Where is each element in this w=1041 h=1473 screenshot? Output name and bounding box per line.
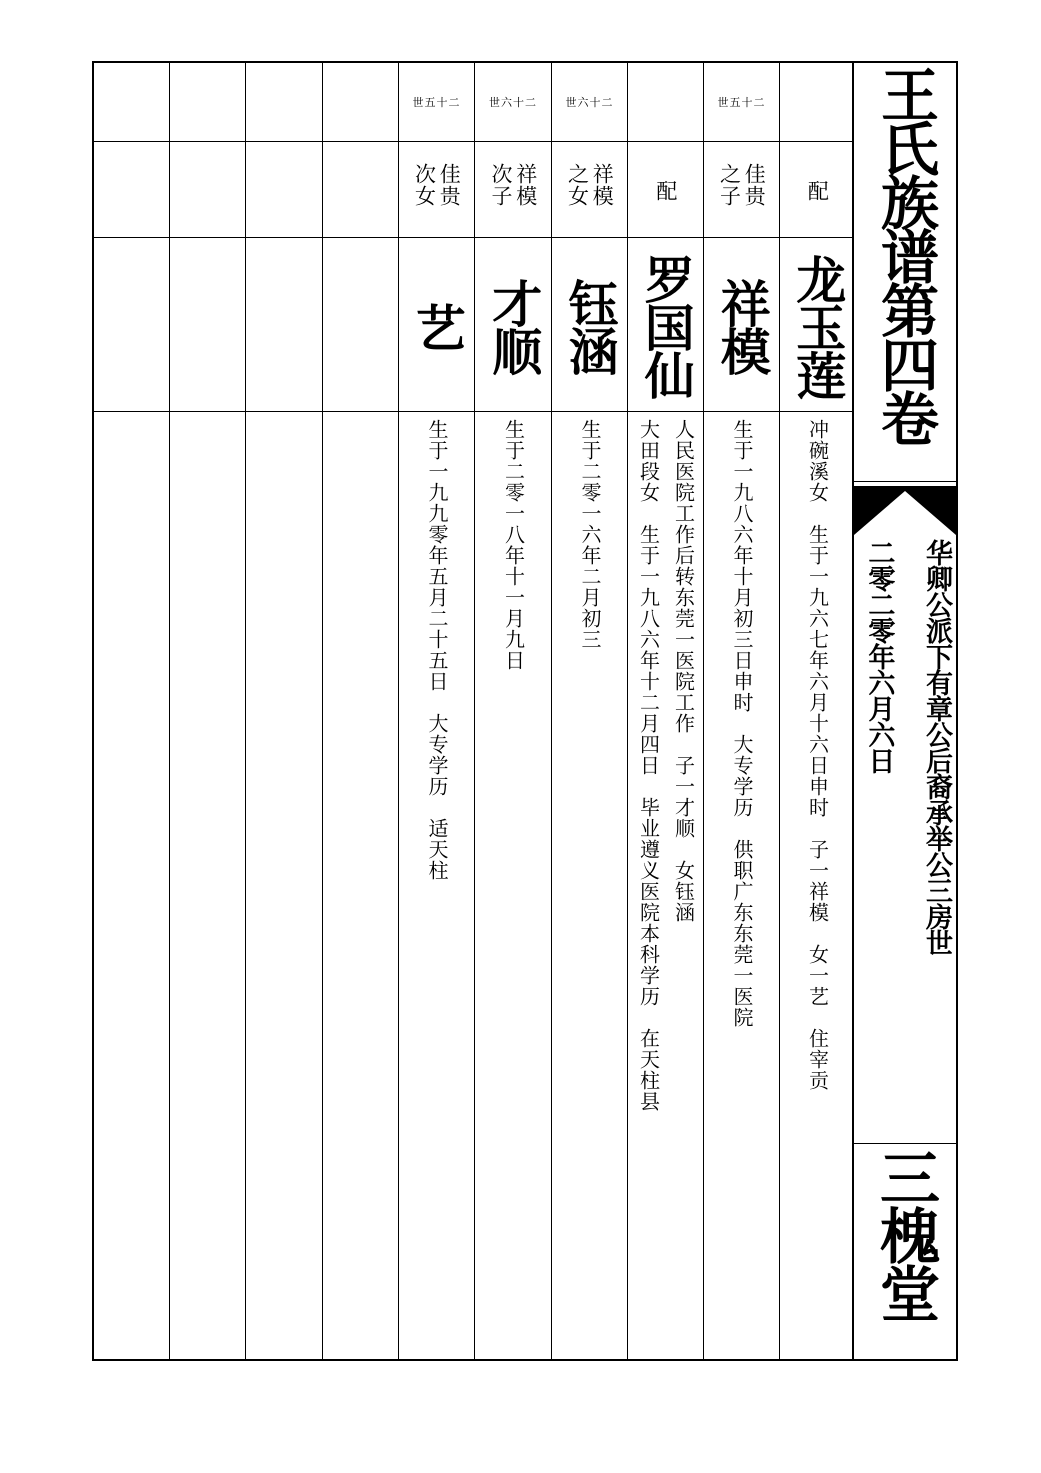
generation-cell [552, 63, 627, 141]
relation-label: 配 [653, 179, 678, 202]
bio-cell [475, 419, 551, 1351]
generation-cell [780, 63, 854, 141]
bio-cell [780, 419, 854, 1351]
bio-cell [704, 419, 779, 1351]
person-bio: 生于一九九零年五月二十五日 大专学历 适天柱 [425, 419, 449, 881]
relation-cell [780, 143, 854, 238]
book-title-cell [854, 63, 956, 485]
person-name: 祥模 [712, 278, 772, 374]
column-divider [322, 63, 323, 1359]
entry-column-xiangmo [704, 63, 779, 1359]
generation-label: 世五十二 [412, 96, 461, 109]
name-cell [628, 239, 703, 413]
bio-cell [399, 419, 474, 1351]
entry-column-caishun [475, 63, 551, 1359]
person-bio: 生于二零一六年二月初三 [578, 419, 602, 650]
relation-cell [704, 143, 779, 238]
person-bio: 生于一九八六年十月初三日申时 大专学历 供职广东东莞一医院 [730, 419, 754, 1028]
person-bio: 生于二零一八年十一月九日 [501, 419, 526, 671]
relation-cell [628, 143, 703, 238]
relation-cell [475, 143, 551, 238]
entry-column-luo-guoxian [628, 63, 703, 1359]
person-name: 艺 [407, 302, 467, 350]
compile-date [863, 539, 895, 780]
lineage-subtitle [922, 539, 950, 962]
generation-cell [399, 63, 474, 141]
title-divider [854, 481, 956, 482]
person-bio-continued: 人民医院工作后转东莞一医院工作 子一才顺 女钰涵 [671, 419, 696, 923]
person-name: 才顺 [484, 278, 544, 374]
relation-label: 祥模之女 [565, 162, 615, 207]
compile-date-text: 二零二零年六月六日 [863, 539, 895, 773]
fishtail-ornament-icon [854, 487, 956, 535]
relation-label: 佳贵次女 [412, 162, 462, 207]
generation-cell [704, 63, 779, 141]
hall-divider [854, 1143, 956, 1144]
hall-name: 三槐堂 [870, 1147, 940, 1321]
relation-label: 佳贵之子 [717, 162, 767, 207]
relation-cell [399, 143, 474, 238]
person-bio: 大田段女 生于一九八六年十二月四日 毕业遵义医院本科学历 在天柱县 [636, 419, 661, 1112]
person-bio: 冲碗溪女 生于一九六七年六月十六日申时 子一祥模 女一艺 住宰贡 [805, 419, 830, 1091]
entry-column-yuhan [552, 63, 627, 1359]
name-cell [475, 239, 551, 413]
generation-cell [475, 63, 551, 141]
title-panel [854, 61, 958, 1361]
person-name: 罗国仙 [636, 254, 696, 398]
name-cell [552, 239, 627, 413]
column-divider [169, 63, 170, 1359]
entry-column-long-yulian [780, 63, 854, 1359]
bio-cell [628, 419, 703, 1351]
lineage-subtitle-text: 华卿公派下有章公后裔承举公三房世 [921, 539, 952, 955]
generation-label: 世六十二 [565, 96, 614, 109]
entry-column-yi [399, 63, 474, 1359]
hall-name-cell [854, 1147, 956, 1321]
name-cell [704, 239, 779, 413]
relation-label: 祥模次子 [489, 162, 538, 207]
generation-label: 世五十二 [717, 96, 766, 109]
relation-label: 配 [805, 179, 830, 202]
book-title: 王氏族谱第四卷 [871, 65, 939, 443]
generation-label: 世六十二 [489, 96, 537, 109]
name-cell [399, 239, 474, 413]
person-name: 钰涵 [560, 278, 620, 374]
relation-cell [552, 143, 627, 238]
generation-cell [628, 63, 703, 141]
person-name: 龙玉莲 [788, 254, 848, 398]
bio-cell [552, 419, 627, 1351]
name-cell [780, 239, 854, 413]
column-divider [245, 63, 246, 1359]
record-grid [92, 61, 854, 1361]
